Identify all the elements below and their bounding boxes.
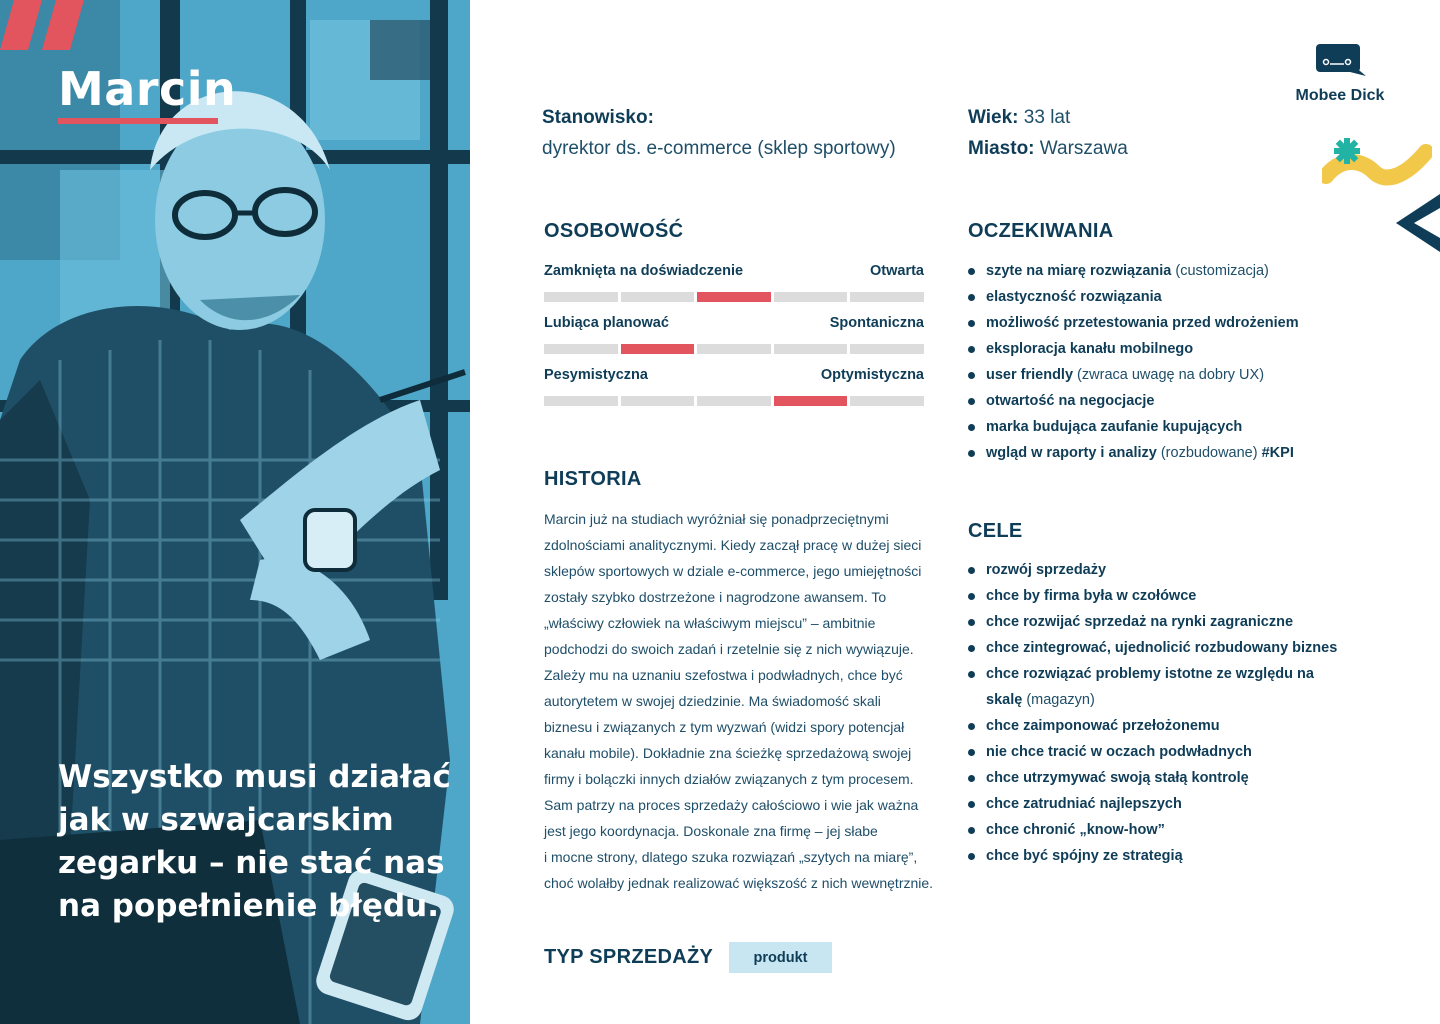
list-item: chce zintegrować, ujednolicić rozbudowany biznes <box>968 635 1337 661</box>
scale-right-label: Spontaniczna <box>829 315 924 331</box>
personality-title: OSOBOWOŚĆ <box>544 220 684 242</box>
list-item: chce by firma była w czołówce <box>968 583 1337 609</box>
brand-logo <box>1290 42 1390 105</box>
history-line: firmy i bolączki innych działów związanych z tym procesem. <box>544 771 914 787</box>
list-item: rozwój sprzedaży <box>968 557 1337 583</box>
scale-right-label: Optymistyczna <box>820 367 924 383</box>
item-main: elastyczność rozwiązania <box>986 289 1162 305</box>
item-main: szyte na miarę rozwiązania <box>986 263 1172 279</box>
history-line: choć wolałby jednak realizować większość z nich wewnętrznie. <box>544 875 934 891</box>
list-item <box>968 661 1337 713</box>
scale-segment <box>850 292 924 302</box>
scale-right-label: Otwarta <box>870 263 924 279</box>
scale-bar <box>544 344 924 354</box>
item-extra: (zwraca uwagę na dobry UX) <box>1073 367 1265 383</box>
list-item: chce utrzymywać swoją stałą kontrolę <box>968 765 1337 791</box>
personality-scale <box>544 263 924 302</box>
history-line: kanału mobile). Dokładnie zna ścieżkę sprzedażową swojej <box>544 745 912 761</box>
history-line: i mocne strony, dlatego szuka rozwiązań „szytych na miarę”, <box>544 849 918 865</box>
scale-segment <box>850 344 924 354</box>
list-item <box>968 388 1299 414</box>
list-item: chce rozwijać sprzedaż na rynki zagraniczne <box>968 609 1337 635</box>
scale-segment <box>621 396 695 406</box>
item-main: wgląd w raporty i analizy <box>986 445 1157 461</box>
list-item <box>968 310 1299 336</box>
history-line: Marcin już na studiach wyróżniał się ponadprzeciętnymi <box>544 511 889 527</box>
item-extra: (customizacja) <box>1171 263 1269 279</box>
scale-left-label: Lubiąca planować <box>544 315 669 331</box>
scale-segment <box>544 292 618 302</box>
quote-line: zegarku – nie stać nas <box>58 845 445 881</box>
scale-marker <box>774 396 848 406</box>
quote-line: Wszystko musi działać <box>58 759 451 795</box>
item-main: otwartość na negocjacje <box>986 393 1155 409</box>
city-label: Miasto: <box>968 138 1035 159</box>
scale-segment <box>621 292 695 302</box>
personality-scale <box>544 315 924 354</box>
goals-list <box>968 557 1337 869</box>
persona-quote <box>58 756 458 928</box>
history-line: jest jego koordynacja. Doskonale zna firmę – jej słabe <box>544 823 878 839</box>
item-main: user friendly <box>986 367 1074 383</box>
scale-marker <box>621 344 695 354</box>
scale-segment <box>544 344 618 354</box>
list-item <box>968 440 1299 466</box>
item-extra: (rozbudowane) <box>1156 445 1262 461</box>
list-item: chce zaimponować przełożonemu <box>968 713 1337 739</box>
item-extra: (magazyn) <box>1022 692 1095 708</box>
personality-scale <box>544 367 924 406</box>
history-line: autorytetem w swojej dziedzinie. Ma świadomość skali <box>544 693 881 709</box>
brand-name: Mobee Dick <box>1295 87 1385 104</box>
expectations-list <box>968 258 1299 466</box>
scale-bar <box>544 292 924 302</box>
scale-segment <box>544 396 618 406</box>
scale-segment <box>697 396 771 406</box>
list-item <box>968 414 1299 440</box>
item-main: eksploracja kanału mobilnego <box>986 341 1194 357</box>
list-item: chce być spójny ze strategią <box>968 843 1337 869</box>
history-line: zdolnościami analitycznymi. Kiedy zaczął pracę w dużej sieci <box>544 537 922 553</box>
sales-type-badge: produkt <box>729 942 832 973</box>
scale-left-label: Pesymistyczna <box>544 367 648 383</box>
quote-icon <box>0 0 84 50</box>
scale-left-label: Zamknięta na doświadczenie <box>544 263 744 279</box>
city-value: Warszawa <box>1039 138 1128 159</box>
age-city-block <box>968 102 1128 164</box>
history-line: Zależy mu na uznaniu szefostwa i podwładnych, chce być <box>544 667 903 683</box>
history-line: sklepów sportowych w dziale e-commerce, jego umiejętności <box>544 563 922 579</box>
position-label: Stanowisko: <box>542 107 654 128</box>
list-item: chce chronić „know-how” <box>968 817 1337 843</box>
item-main: możliwość przetestowania przed wdrożeniem <box>986 315 1299 331</box>
name-underline <box>58 118 218 124</box>
kpi-tag: #KPI <box>1261 445 1294 461</box>
sales-type-title: TYP SPRZEDAŻY <box>544 946 714 968</box>
list-item: chce zatrudniać najlepszych <box>968 791 1337 817</box>
persona-name: Marcin <box>58 62 237 116</box>
list-item <box>968 284 1299 310</box>
item-main: skalę <box>986 692 1023 708</box>
scale-segment <box>774 344 848 354</box>
history-text <box>544 506 954 896</box>
expectations-title: OCZEKIWANIA <box>968 220 1114 242</box>
position-block <box>542 102 896 164</box>
history-title: HISTORIA <box>544 468 642 490</box>
list-item <box>968 362 1299 388</box>
decoration-chevron-icon <box>1396 194 1440 252</box>
item-main: chce rozwiązać problemy istotne ze względu na <box>986 666 1314 682</box>
scale-segment <box>850 396 924 406</box>
decoration-squiggle-icon <box>1322 136 1432 192</box>
goals-title: CELE <box>968 520 1023 542</box>
age-value: 33 lat <box>1023 107 1071 128</box>
list-item <box>968 258 1299 284</box>
logo-icon <box>1314 42 1366 78</box>
list-item: nie chce tracić w oczach podwładnych <box>968 739 1337 765</box>
scale-segment <box>697 344 771 354</box>
persona-photo <box>0 0 470 1024</box>
scale-bar <box>544 396 924 406</box>
item-continuation <box>986 687 1337 713</box>
history-line: biznesu i związanych z tym wyzwań (widzi spory potencjał <box>544 719 905 735</box>
age-label: Wiek: <box>968 107 1019 128</box>
history-line: podchodzi do swoich zadań i rzetelnie się z nich wywiązuje. <box>544 641 914 657</box>
quote-line: na popełnienie błędu. <box>58 888 439 924</box>
position-value: dyrektor ds. e-commerce (sklep sportowy) <box>542 138 896 159</box>
item-main: marka budująca zaufanie kupujących <box>986 419 1243 435</box>
history-line: zostały szybko dostrzeżone i nagrodzone awansem. To <box>544 589 887 605</box>
quote-line: jak w szwajcarskim <box>58 802 394 838</box>
history-line: „właściwy człowiek na właściwym miejscu” – ambitnie <box>544 615 876 631</box>
scale-segment <box>774 292 848 302</box>
history-line: Sam patrzy na proces sprzedaży całościowo i wie jak ważna <box>544 797 919 813</box>
list-item <box>968 336 1299 362</box>
scale-marker <box>697 292 771 302</box>
